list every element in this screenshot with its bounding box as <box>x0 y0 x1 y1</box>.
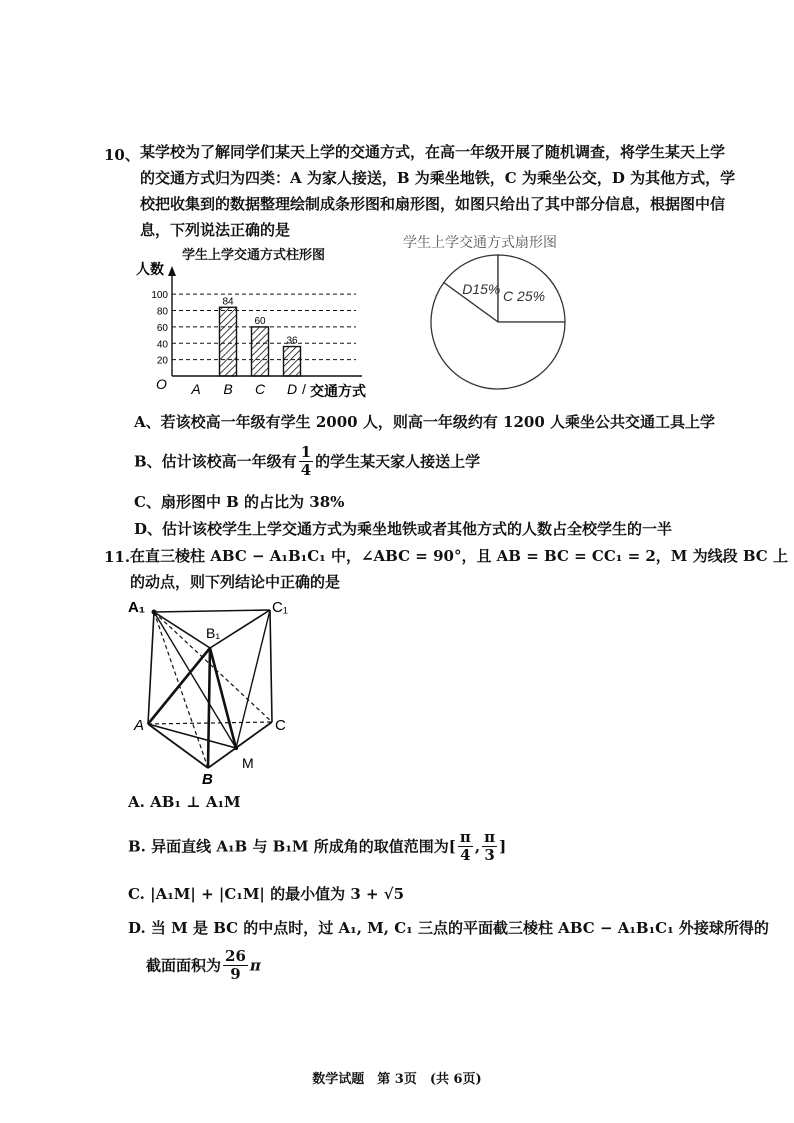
q11-option-b-denominator-2: 3 <box>484 846 495 864</box>
pie-chart <box>424 248 574 398</box>
bar-B <box>220 307 237 376</box>
q10-option-b <box>134 444 480 479</box>
edge-c1-c <box>270 610 272 722</box>
bar-chart-origin: O <box>156 376 167 392</box>
q11-option-d-numerator: 26 <box>225 947 246 965</box>
bar-chart-xtick-D: D <box>286 381 298 397</box>
q11-number: 11. <box>104 548 131 566</box>
q11-option-b-pre: B. 异面直线 A₁B 与 B₁M 所成角的取值范围为[ <box>128 837 456 856</box>
segment-a1-b <box>154 612 208 768</box>
point-m <box>234 746 238 750</box>
pie-label-C25: C 25% <box>503 287 546 304</box>
q11-option-d-pre: 截面面积为 <box>146 956 222 975</box>
edge-a1-a <box>148 612 154 724</box>
q10-option-b-fraction <box>299 444 313 479</box>
bar-D <box>284 347 301 376</box>
label-b1: B₁ <box>206 625 221 641</box>
q10-option-b-denominator: 4 <box>300 461 312 479</box>
q10-line-1: 某学校为了解同学们某天上学的交通方式，在高一年级开展了随机调查，将学生某天上学 <box>140 143 726 161</box>
q11-option-b-denominator-1: 4 <box>460 846 471 864</box>
q11-option-b-post: ] <box>499 837 507 856</box>
bar-label-C: 60 <box>254 315 266 327</box>
q10-number: 10、 <box>104 146 140 164</box>
edge-a-b <box>148 724 208 768</box>
q11-option-b-numerator-1: π <box>459 828 471 846</box>
q11-option-a: A. AB₁ ⊥ A₁M <box>128 793 241 811</box>
bar-label-D: 36 <box>286 335 298 347</box>
q11-option-d-line-2 <box>146 948 261 983</box>
pie-label-D15: D15% <box>462 281 501 298</box>
bar-chart-ytick-100: 100 <box>151 290 168 302</box>
edge-a1-b1 <box>154 612 210 648</box>
q11-option-b-numerator-2: π <box>484 828 496 846</box>
q10-option-d: D、估计该校学生上学交通方式为乘坐地铁或者其他方式的人数占全校学生的一半 <box>134 520 673 538</box>
bar-chart <box>130 258 390 418</box>
bar-chart-ytick-20: 20 <box>156 355 168 367</box>
segment-a1-m <box>154 612 236 748</box>
q11-option-b-separator: , <box>474 837 481 856</box>
bar-chart-xtick-A: A <box>191 381 201 397</box>
q11-option-b <box>128 829 506 864</box>
label-a: A <box>134 717 145 734</box>
q11-option-d-fraction <box>223 948 248 983</box>
q11-option-c: C. |A₁M| + |C₁M| 的最小值为 3 + √5 <box>128 885 405 903</box>
prism-figure <box>122 594 302 784</box>
segment-a-b1 <box>148 648 210 724</box>
q11-option-b-fraction-2 <box>482 829 497 864</box>
bar-chart-ylabel: 人数 <box>136 261 164 277</box>
q10-option-a: A、若该校高一年级有学生 2000 人，则高一年级约有 1200 人乘坐公共交通工具上学 <box>134 413 716 431</box>
label-c1: C₁ <box>272 599 288 616</box>
bar-chart-ytick-80: 80 <box>156 306 168 318</box>
q10-line-2: 的交通方式归为四类：A 为家人接送，B 为乘坐地铁，C 为乘坐公交，D 为其他方式，学 <box>140 169 736 187</box>
q10-option-b-numerator: 1 <box>300 443 312 461</box>
bar-chart-xtick-B: B <box>223 381 233 397</box>
q11-option-d-post: π <box>249 956 261 975</box>
q10-option-b-post: 的学生某天家人接送上学 <box>315 452 481 471</box>
segment-b1-m <box>210 648 236 748</box>
bar-chart-xlabel-slash: / <box>302 381 306 397</box>
label-b: B <box>202 771 213 784</box>
bar-chart-ytick-60: 60 <box>156 322 168 334</box>
label-m: M <box>242 755 254 771</box>
bar-label-B: 84 <box>222 296 234 308</box>
point-a1 <box>152 610 157 615</box>
pie-chart-title: 学生上学交通方式扇形图 <box>403 235 557 251</box>
q11-line-1: 在直三棱柱 ABC − A₁B₁C₁ 中，∠ABC = 90°，且 AB = BC = CC₁ = 2，M 为线段 BC 上 <box>130 547 788 565</box>
segment-a-m <box>148 724 236 748</box>
bar-chart-title: 学生上学交通方式柱形图 <box>182 248 326 263</box>
q11-line-2: 的动点，则下列结论中正确的是 <box>130 573 341 591</box>
bar-C <box>252 327 269 376</box>
page-footer: 数学试题 第 3页 (共 6页) <box>312 1072 482 1087</box>
label-a1: A₁ <box>128 599 146 616</box>
edge-b1-b <box>208 648 210 768</box>
q11-option-d-line-1: D. 当 M 是 BC 的中点时，过 A₁, M, C₁ 三点的平面截三棱柱 ABC − A₁B₁C₁ 外接球所得的 <box>128 919 769 937</box>
q10-line-4: 息，下列说法正确的是 <box>140 221 291 239</box>
q10-line-3: 校把收集到的数据整理绘制成条形图和扇形图，如图只给出了其中部分信息，根据图中信 <box>140 195 726 213</box>
label-c: C <box>275 717 286 734</box>
bar-chart-xlabel: 交通方式 <box>310 383 366 399</box>
q10-option-c: C、扇形图中 B 的占比为 38% <box>134 493 345 511</box>
bar-chart-xtick-C: C <box>254 381 266 397</box>
bar-chart-y-arrow <box>168 266 176 276</box>
bar-chart-ytick-40: 40 <box>156 339 168 351</box>
q11-option-d-denominator: 9 <box>230 965 241 983</box>
q10-option-b-pre: B、估计该校高一年级有 <box>134 452 297 471</box>
edge-a1-c1 <box>154 610 270 612</box>
q11-option-b-fraction-1 <box>458 829 473 864</box>
